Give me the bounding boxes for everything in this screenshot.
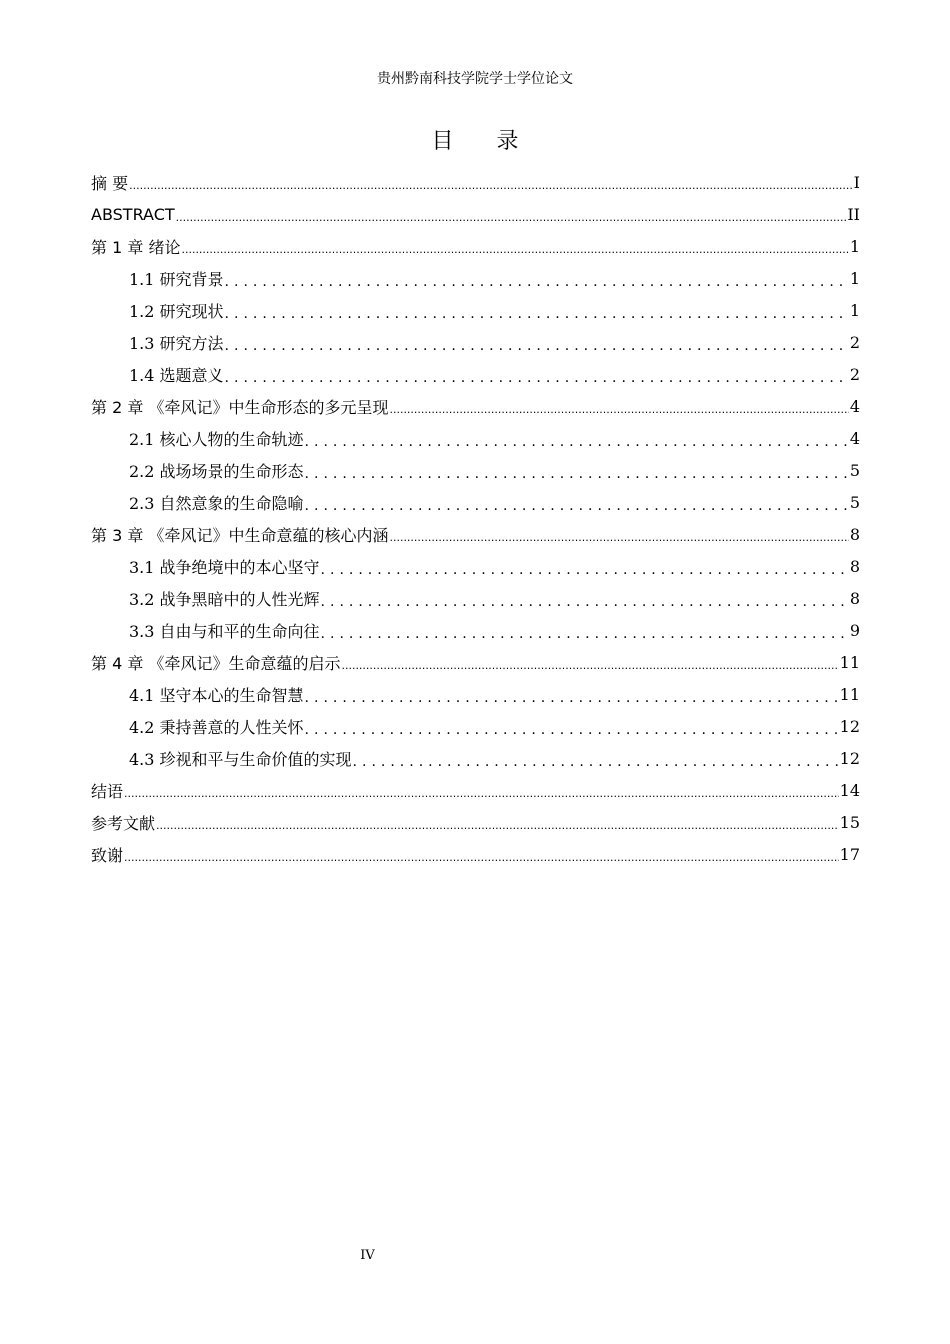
toc-page-number: 4 [849, 396, 860, 416]
toc-entry-label: 第 1 章 绪论 [91, 237, 181, 257]
toc-page-number: 2 [849, 332, 860, 352]
toc-dot-leader [305, 469, 849, 486]
toc-page-number: 8 [849, 588, 860, 608]
toc-entry-label: 1.3 研究方法 [129, 333, 224, 353]
toc-page-number: 4 [849, 428, 860, 448]
toc-entry-label: 参考文献 [91, 813, 156, 833]
toc-page-number: 1 [849, 236, 860, 256]
toc-entry-label: 3.3 自由与和平的生命向往 [129, 621, 320, 641]
toc-page-number: 8 [849, 524, 860, 544]
toc-chapter-entry[interactable] [91, 838, 860, 870]
toc-page-number: 8 [849, 556, 860, 576]
toc-page-number: 17 [839, 844, 860, 864]
toc-entry-label: 1.1 研究背景 [129, 269, 224, 289]
toc-dot-leader [156, 821, 839, 838]
toc-entry-label: 2.2 战场场景的生命形态 [129, 461, 304, 481]
toc-subsection-entry[interactable] [91, 678, 860, 710]
toc-dot-leader [225, 373, 849, 390]
toc-dot-leader [305, 693, 839, 710]
toc-entry-label: 4.1 坚守本心的生命智慧 [129, 685, 304, 705]
toc-subsection-entry[interactable] [91, 550, 860, 582]
toc-title: 目 录 [431, 129, 537, 154]
toc-subsection-entry[interactable] [91, 294, 860, 326]
toc-entry-label: ABSTRACT [91, 204, 175, 224]
toc-page-number: 1 [849, 268, 860, 288]
toc-chapter-entry[interactable] [91, 806, 860, 838]
toc-entry-label: 3.2 战争黑暗中的人性光辉 [129, 589, 320, 609]
toc-entry-label: 致谢 [91, 845, 124, 865]
toc-entry-label: 4.2 秉持善意的人性关怀 [129, 717, 304, 737]
toc-page-number: 11 [839, 684, 860, 704]
toc-entry-label: 第 4 章 《牵风记》生命意蕴的启示 [91, 653, 341, 673]
toc-dot-leader [124, 789, 839, 806]
toc-dot-leader [353, 757, 839, 774]
toc-page-number: 5 [849, 460, 860, 480]
toc-entry-label: 2.1 核心人物的生命轨迹 [129, 429, 304, 449]
toc-dot-leader [176, 213, 847, 230]
toc-chapter-entry[interactable] [91, 518, 860, 550]
toc-page-number: 9 [849, 620, 860, 640]
toc-dot-leader [124, 853, 839, 870]
toc-entry-label: 3.1 战争绝境中的本心坚守 [129, 557, 320, 577]
toc-subsection-entry[interactable] [91, 742, 860, 774]
toc-page-number: II [847, 204, 860, 224]
toc-chapter-entry[interactable] [91, 646, 860, 678]
toc-entry-label: 1.4 选题意义 [129, 365, 224, 385]
toc-entry-label: 结语 [91, 781, 124, 801]
toc-page-number: 5 [849, 492, 860, 512]
toc-dot-leader [321, 565, 849, 582]
toc-chapter-entry[interactable] [91, 198, 860, 230]
toc-dot-leader [321, 629, 849, 646]
footer-page-number: IV [360, 1248, 375, 1263]
toc-dot-leader [305, 725, 839, 742]
toc-chapter-entry[interactable] [91, 230, 860, 262]
toc-page-number: 12 [839, 716, 860, 736]
toc-page-number: 15 [839, 812, 860, 832]
toc-page-number: 11 [839, 652, 860, 672]
toc-page-number: 2 [849, 364, 860, 384]
toc-subsection-entry[interactable] [91, 454, 860, 486]
toc-dot-leader [389, 405, 848, 422]
toc-subsection-entry[interactable] [91, 486, 860, 518]
toc-dot-leader [341, 661, 838, 678]
toc-dot-leader [225, 341, 849, 358]
toc-page-number: I [853, 172, 860, 192]
toc-subsection-entry[interactable] [91, 614, 860, 646]
toc-dot-leader [389, 533, 848, 550]
table-of-contents [91, 166, 860, 870]
toc-subsection-entry[interactable] [91, 582, 860, 614]
toc-dot-leader [305, 501, 849, 518]
toc-dot-leader [305, 437, 849, 454]
toc-page-number: 12 [839, 748, 860, 768]
toc-dot-leader [225, 277, 849, 294]
toc-chapter-entry[interactable] [91, 166, 860, 198]
toc-entry-label: 第 3 章 《牵风记》中生命意蕴的核心内涵 [91, 525, 389, 545]
toc-entry-label: 2.3 自然意象的生命隐喻 [129, 493, 304, 513]
toc-entry-label: 第 2 章 《牵风记》中生命形态的多元呈现 [91, 397, 389, 417]
toc-chapter-entry[interactable] [91, 390, 860, 422]
toc-dot-leader [225, 309, 849, 326]
toc-subsection-entry[interactable] [91, 422, 860, 454]
toc-subsection-entry[interactable] [91, 358, 860, 390]
toc-subsection-entry[interactable] [91, 326, 860, 358]
toc-entry-label: 4.3 珍视和平与生命价值的实现 [129, 749, 352, 769]
running-header: 贵州黔南科技学院学士学位论文 [377, 71, 573, 87]
toc-page-number: 1 [849, 300, 860, 320]
toc-page-number: 14 [839, 780, 860, 800]
toc-entry-label: 1.2 研究现状 [129, 301, 224, 321]
toc-dot-leader [181, 245, 848, 262]
toc-dot-leader [321, 597, 849, 614]
toc-entry-label: 摘 要 [91, 173, 129, 193]
toc-dot-leader [129, 181, 853, 198]
toc-subsection-entry[interactable] [91, 262, 860, 294]
toc-subsection-entry[interactable] [91, 710, 860, 742]
toc-chapter-entry[interactable] [91, 774, 860, 806]
header-rule [90, 94, 860, 95]
